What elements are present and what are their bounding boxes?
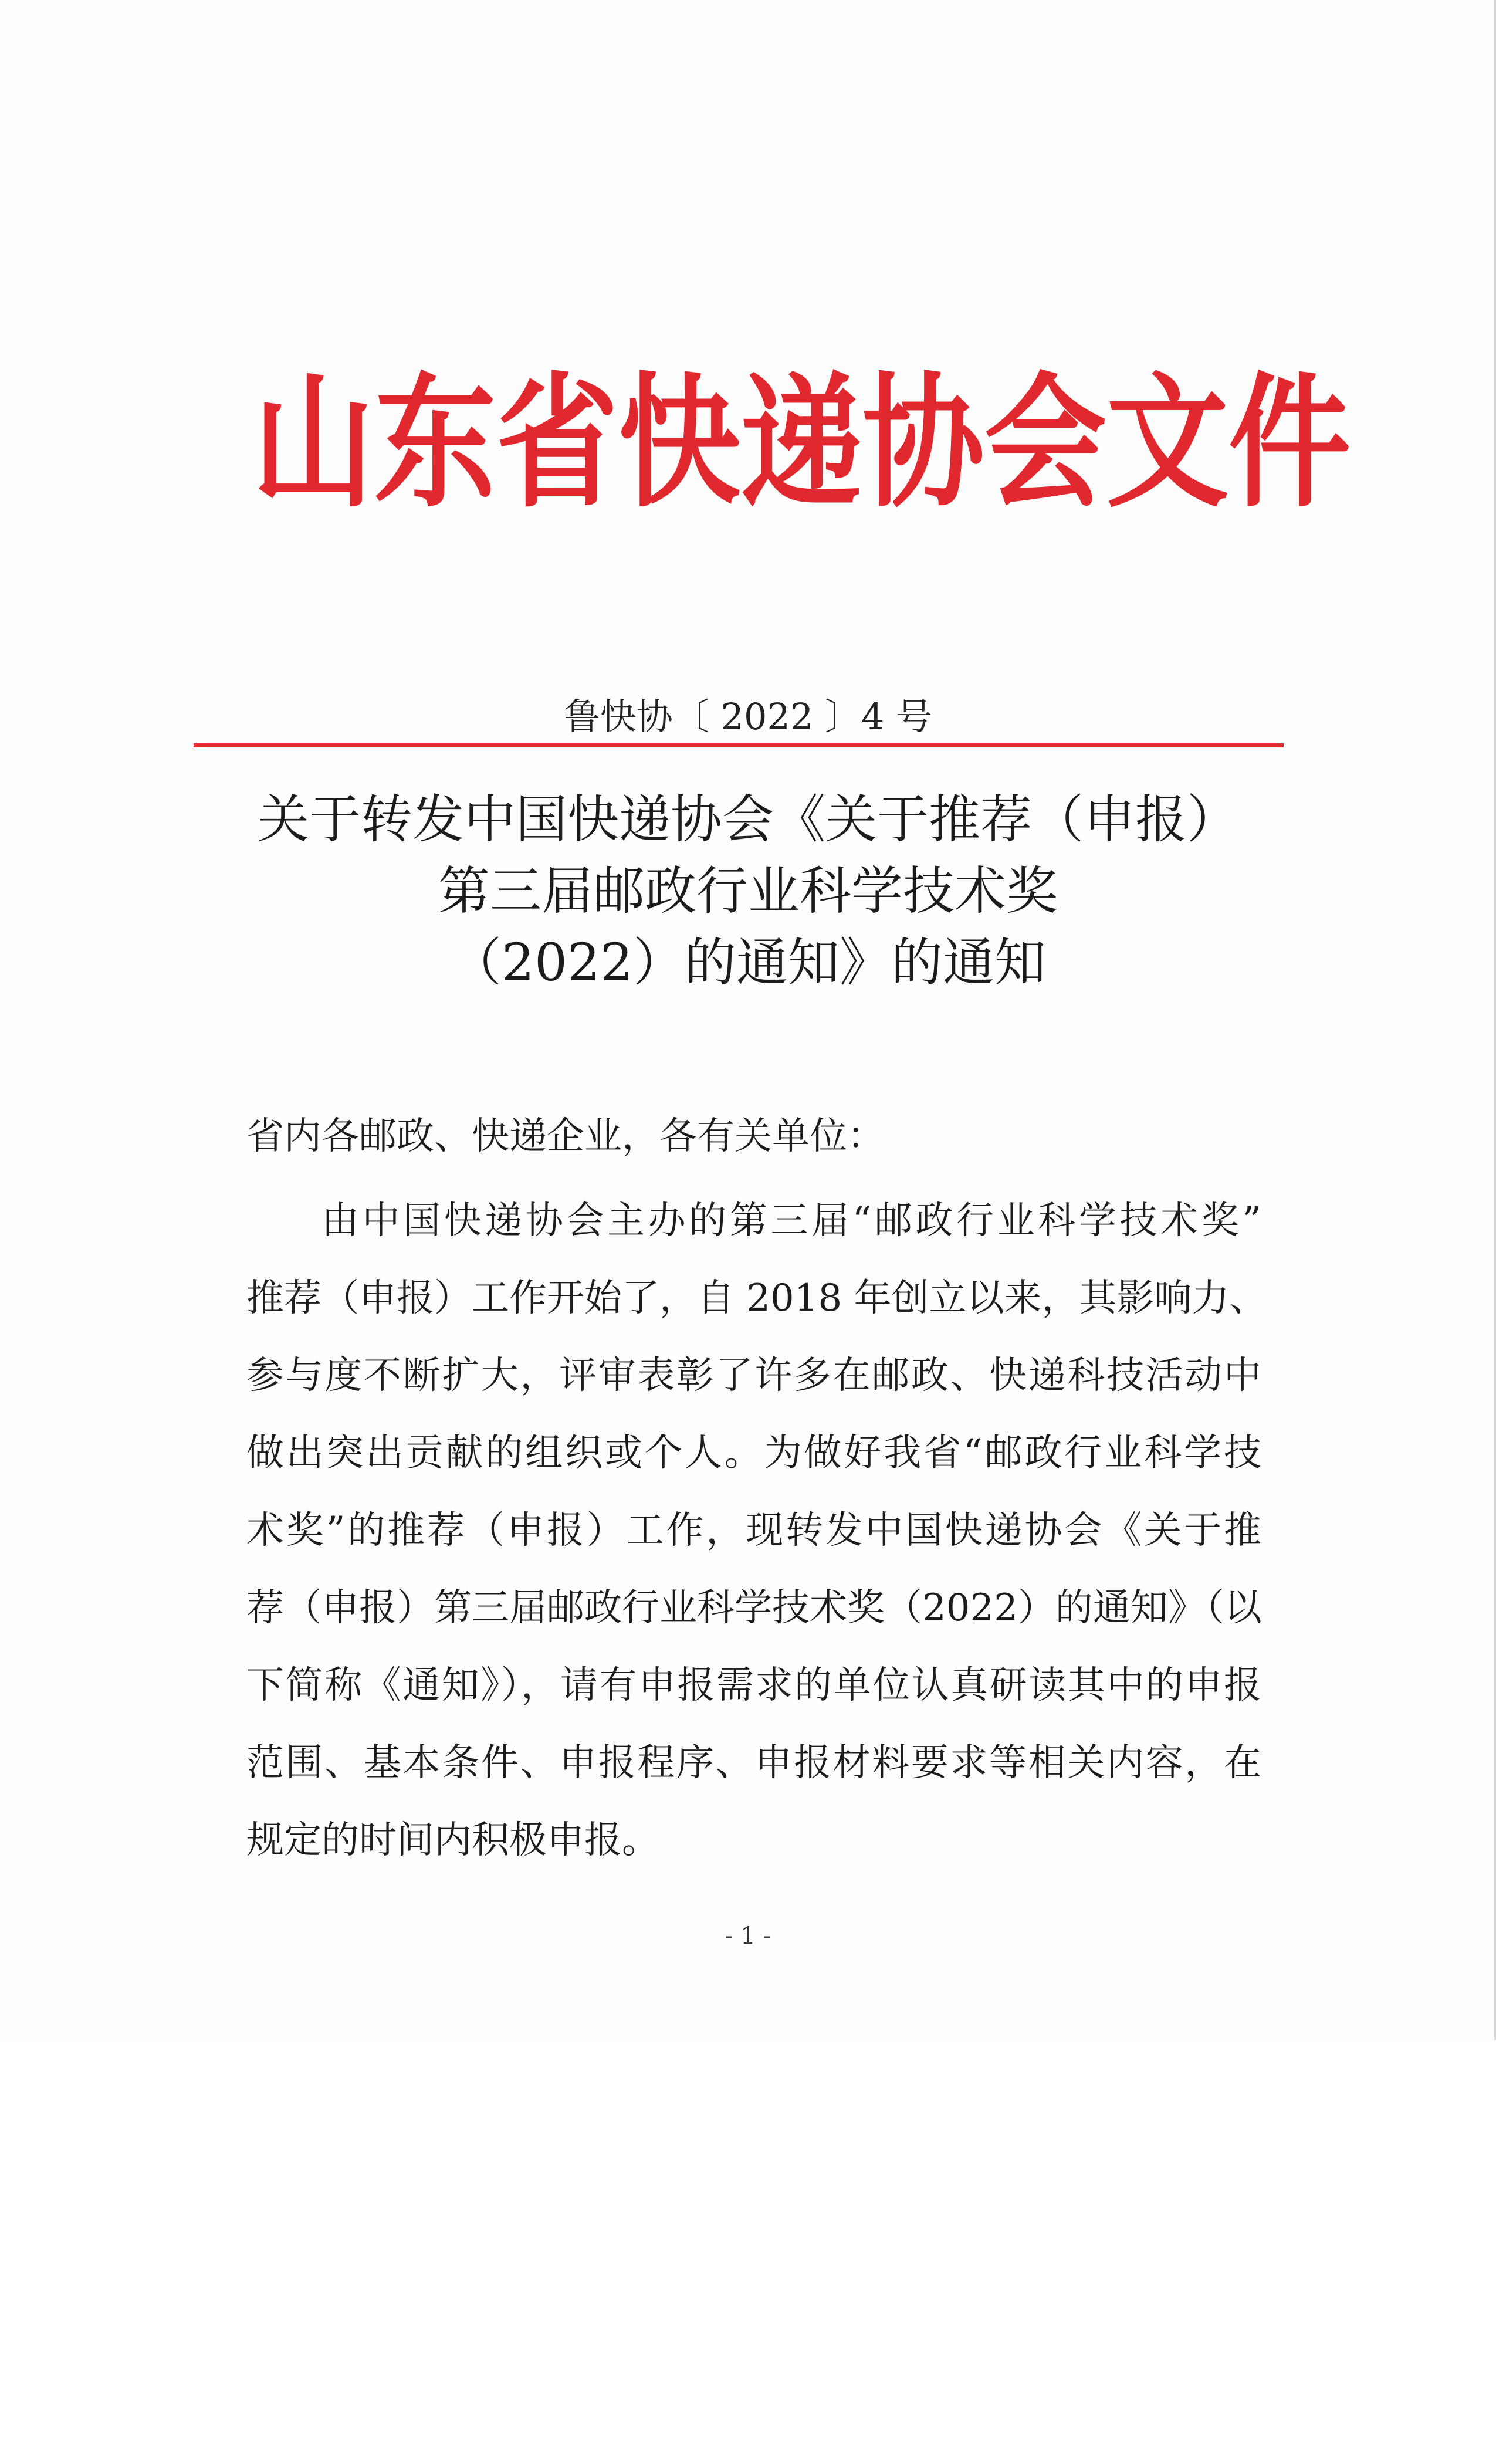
issuer-masthead: 山东省快递协会文件	[252, 358, 1351, 527]
body-line: 下简称《通知》），请有申报需求的单位认真研读其中的申报	[246, 1664, 1261, 1707]
body-line: 术奖”的推荐（申报）工作，现转发中国快递协会《关于推	[246, 1509, 1261, 1552]
title-line: （2022）的通知》的通知	[450, 932, 1046, 993]
body-line: 荐（申报）第三届邮政行业科学技术奖（2022）的通知》（以	[246, 1586, 1262, 1630]
document-number: 鲁快协〔 2022 〕4 号	[563, 695, 933, 738]
title-line: 第三届邮政行业科学技术奖	[438, 861, 1058, 921]
page-number: - 1 -	[725, 1923, 771, 1949]
body-line: 推荐（申报）工作开始了，自 2018 年创立以来，其影响力、	[246, 1277, 1267, 1320]
body-line: 做出突出贡献的组织或个人。为做好我省“邮政行业科学技	[246, 1431, 1261, 1475]
body-line: 由中国快递协会主办的第三届“邮政行业科学技术奖”	[321, 1199, 1261, 1243]
document-title	[0, 784, 1496, 999]
body-line: 范围、基本条件、申报程序、申报材料要求等相关内容，在	[246, 1741, 1261, 1785]
body-paragraph	[246, 1182, 1267, 1879]
title-line: 关于转发中国快递协会《关于推荐（申报）	[257, 789, 1238, 849]
salutation: 省内各邮政、快递企业，各有关单位：	[246, 1115, 885, 1158]
body-line: 参与度不断扩大，评审表彰了许多在邮政、快递科技活动中	[246, 1354, 1261, 1397]
red-divider-line	[194, 743, 1284, 747]
body-line: 规定的时间内积极申报。	[246, 1819, 659, 1862]
